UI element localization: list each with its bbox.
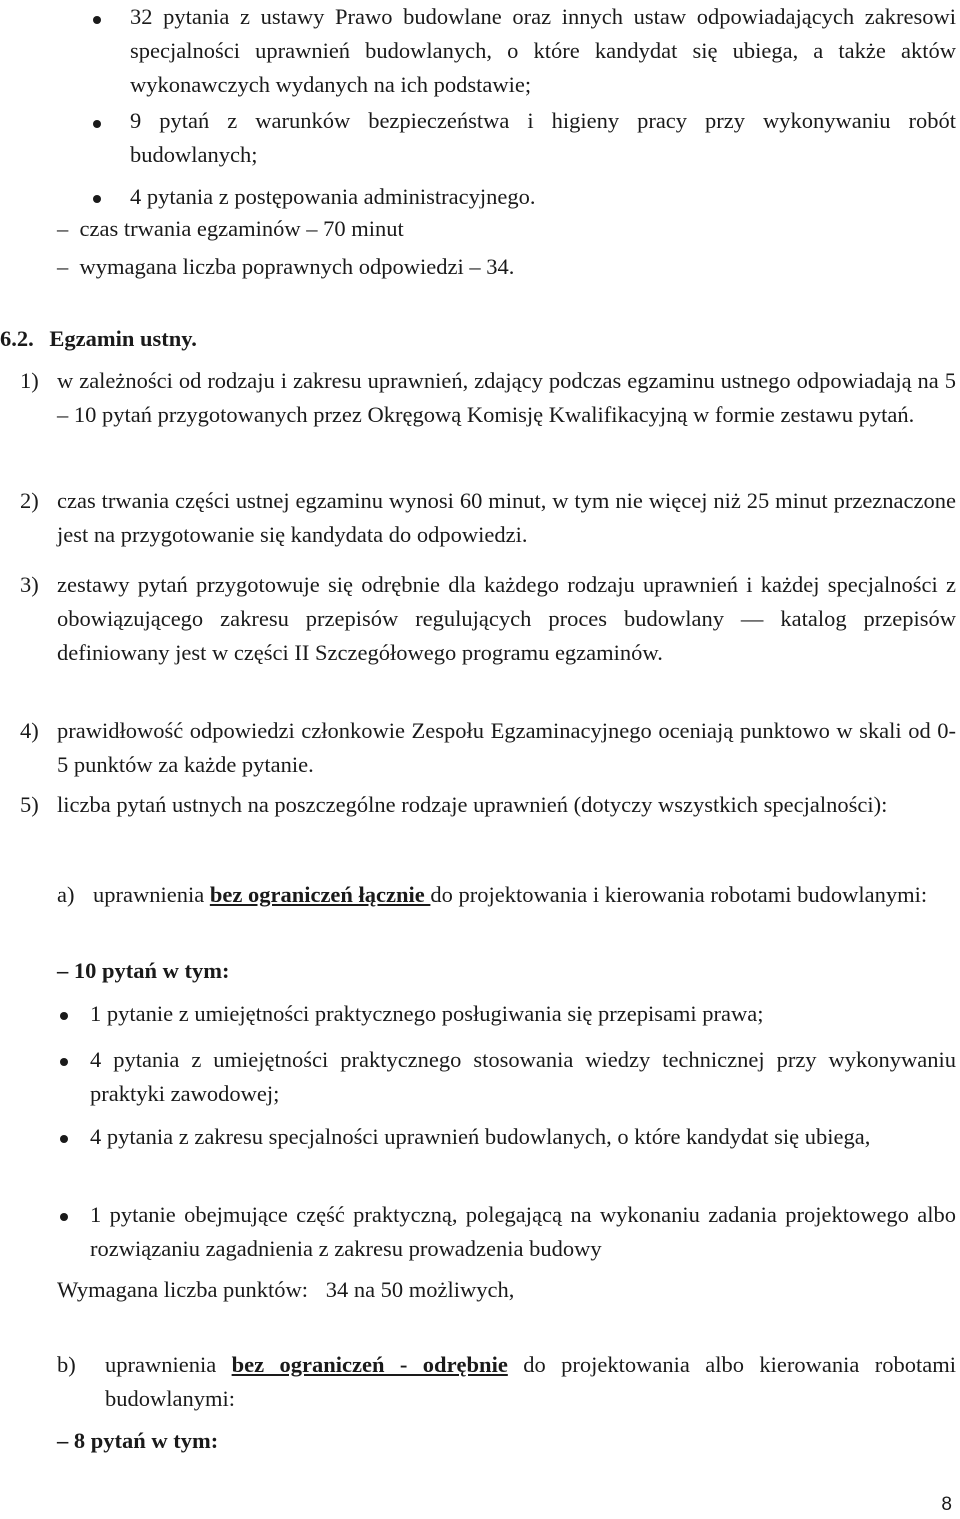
required-points-label: Wymagana liczba punktów: (57, 1277, 309, 1302)
sub-text-underlined: bez ograniczeń łącznie (209, 882, 431, 907)
sub-text-pre: uprawnienia (105, 1352, 232, 1377)
list-item: 32 pytania z ustawy Prawo budowlane oraz innych ustaw odpowiadających zakresowi specjalności uprawnień budowlanych, o które kandydat się ubiega, a także aktów wykonawczych wydanych na ich podstawie; (130, 4, 956, 97)
sub-text-post: do projektowania albo kierowania robotami budowlanymi: (105, 1352, 956, 1411)
bullet-icon (60, 1012, 68, 1020)
bullet-icon (60, 1058, 68, 1066)
sub-text-post: do projektowania i kierowania robotami budowlanymi: (430, 882, 928, 907)
sub-letter: a) (57, 882, 75, 907)
list-item: 4 pytania z postępowania administracyjnego. (130, 184, 536, 209)
item-number: 3) (20, 572, 39, 597)
bullet-icon (93, 120, 101, 128)
page-number: 8 (941, 1494, 952, 1515)
item-number: 4) (20, 718, 39, 743)
section-number: 6.2. (0, 326, 34, 351)
dash-item: – wymagana liczba poprawnych odpowiedzi – 34. (57, 254, 515, 279)
question-count: – 10 pytań w tym: (57, 958, 230, 983)
dash-item: – czas trwania egzaminów – 70 minut (57, 216, 404, 241)
sub-text-underlined: bez ograniczeń - odrębnie (231, 1352, 508, 1377)
required-points-value: 34 na 50 możliwych, (325, 1277, 515, 1302)
section-heading (0, 322, 197, 356)
item-text: czas trwania części ustnej egzaminu wynosi 60 minut, w tym nie więcej niż 25 minut przeznaczone jest na przygotowanie się kandydata do odpowiedzi. (57, 488, 956, 547)
list-item: 4 pytania z zakresu specjalności uprawnień budowlanych, o które kandydat się ubiega, (90, 1124, 871, 1149)
item-text: liczba pytań ustnych na poszczególne rodzaje uprawnień (dotyczy wszystkich specjalności): (57, 792, 888, 817)
list-item: 4 pytania z umiejętności praktycznego stosowania wiedzy technicznej przy wykonywaniu praktyki zawodowej; (90, 1047, 956, 1106)
bullet-icon (60, 1213, 68, 1221)
list-item: 1 pytanie obejmujące część praktyczną, polegającą na wykonaniu zadania projektowego albo rozwiązaniu zagadnienia z zakresu prowadzenia budowy (90, 1202, 956, 1261)
sub-text (105, 1348, 956, 1416)
item-text: prawidłowość odpowiedzi członkowie Zespołu Egzaminacyjnego oceniają punktowo w skali od 0-5 punktów za każde pytanie. (57, 718, 956, 777)
item-text: w zależności od rodzaju i zakresu uprawnień, zdający podczas egzaminu ustnego odpowiadają na 5 – 10 pytań przygotowanych przez Okręgową Komisję Kwalifikacyjną w formie zestawu pytań. (57, 368, 956, 427)
sub-text-pre: uprawnienia (93, 882, 210, 907)
sub-text (93, 878, 956, 912)
required-points (57, 1273, 514, 1307)
list-item: 9 pytań z warunków bezpieczeństwa i higieny pracy przy wykonywaniu robót budowlanych; (130, 108, 956, 167)
item-number: 5) (20, 792, 39, 817)
section-title: Egzamin ustny. (49, 326, 197, 351)
bullet-icon (60, 1135, 68, 1143)
sub-letter: b) (57, 1352, 76, 1377)
question-count: – 8 pytań w tym: (57, 1428, 219, 1453)
item-number: 2) (20, 488, 39, 513)
item-number: 1) (20, 368, 39, 393)
list-item: 1 pytanie z umiejętności praktycznego posługiwania się przepisami prawa; (90, 1001, 764, 1026)
bullet-icon (93, 195, 101, 203)
bullet-icon (93, 16, 101, 24)
item-text: zestawy pytań przygotowuje się odrębnie dla każdego rodzaju uprawnień i każdej specjalności z obowiązującego zakresu przepisów regulujących proces budowlany — katalog przepisów definiowany jest w części II Szczegółowego programu egzaminów. (57, 572, 956, 665)
